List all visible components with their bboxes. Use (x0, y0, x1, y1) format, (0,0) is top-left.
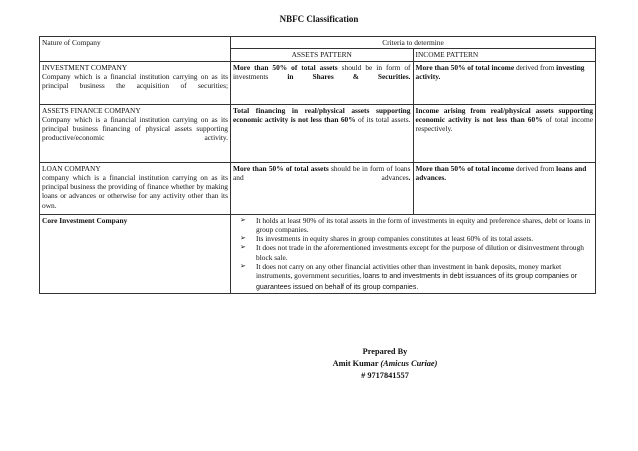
company-cell (40, 214, 231, 293)
assets-criterion: Total financing in real/physical assets supporting economic activity is not less than 60% (233, 105, 411, 124)
assets-criterion-detail: should be in form of investments (233, 62, 411, 81)
income-criterion-detail: of total income respectively. (415, 114, 593, 134)
arrow-bullet-icon: ➢ (240, 262, 246, 271)
core-criteria-list (233, 216, 593, 292)
income-criterion-detail: derived from (514, 163, 557, 173)
assets-criterion-emphasis: . (408, 172, 411, 182)
author-phone: # 9717841557 (361, 371, 409, 380)
header-assets-pattern: ASSETS PATTERN (231, 49, 414, 61)
assets-criterion-detail: should be in form of loans and advances (233, 163, 411, 182)
assets-criterion: More than 50% of total assets (233, 62, 338, 72)
prepared-by-label: Prepared By (362, 347, 408, 356)
company-name: ASSETS FINANCE COMPANY (42, 105, 141, 115)
assets-pattern-cell (231, 162, 414, 214)
list-item: ➢ It does not carry on any other financial activities other than investment in bank deposits, money market instruments, government securities, loans to and investments in debt issuances of its group companies or guarantees issued on behalf of its group companies. (240, 262, 577, 291)
assets-criterion: More than 50% of total assets (233, 163, 329, 173)
header-income-pattern: INCOME PATTERN (413, 49, 596, 61)
author-role: (Amicus Curiae) (380, 359, 438, 368)
list-item: ➢ Its investments in equity shares in group companies constitutes at least 60% of its total assets. (240, 234, 534, 244)
table-row (40, 61, 596, 104)
company-description: company which is a financial institution carrying on as its principal business the providing of finance whether by making loans or advances or otherwise for any activity other than its own. (42, 172, 228, 210)
table-row (40, 104, 596, 162)
assets-pattern-cell (231, 61, 414, 104)
author-line (290, 358, 480, 370)
company-description: Company which is a financial institution carrying on as its principal business financing of physical assets supporting productive/economic activity. (42, 114, 228, 143)
company-name: INVESTMENT COMPANY (42, 62, 128, 72)
assets-pattern-cell (231, 104, 414, 162)
income-pattern-cell (413, 104, 596, 162)
table-row (40, 214, 596, 293)
income-criterion: More than 50% of total income (415, 62, 515, 72)
table-row (40, 162, 596, 214)
income-criterion-emphasis: loans and advances. (415, 163, 587, 182)
nbfc-classification-table (39, 36, 596, 294)
company-cell (40, 104, 231, 162)
list-item: ➢ It does not trade in the aforementioned investments except for the purpose of dilution or disinvestment through block sale. (240, 243, 584, 262)
prepared-by-block (290, 346, 480, 382)
company-cell (40, 162, 231, 214)
income-criterion-emphasis: investing activity. (415, 62, 585, 81)
income-pattern-cell (413, 61, 596, 104)
income-pattern-cell (413, 162, 596, 214)
income-criterion-detail: derived from (514, 62, 557, 72)
company-name: LOAN COMPANY (42, 163, 101, 173)
company-name: Core Investment Company (42, 215, 128, 225)
income-criterion: Income arising from real/physical assets supporting economic activity is not less than 60% (415, 105, 593, 124)
arrow-bullet-icon: ➢ (240, 234, 246, 243)
company-cell (40, 61, 231, 104)
author-name: Amit Kumar (332, 359, 381, 368)
arrow-bullet-icon: ➢ (240, 243, 246, 252)
list-item: ➢ It holds at least 90% of its total assets in the form of investments in equity and preference shares, debt or loans in group companies. (240, 215, 591, 234)
income-criterion: More than 50% of total income (415, 163, 515, 173)
core-criteria-cell (231, 214, 596, 293)
header-row-top (40, 37, 596, 49)
company-description: Company which is a financial institution carrying on as its principal business the acquisition of securities; (42, 71, 228, 91)
header-nature-of-company: Nature of Company (40, 37, 231, 62)
arrow-bullet-icon: ➢ (240, 215, 246, 224)
page-title: NBFC Classification (279, 14, 359, 24)
header-criteria: Criteria to determine (231, 37, 596, 49)
assets-criterion-emphasis: in Shares & Securities. (287, 71, 411, 81)
assets-criterion-detail: of its total assets. (355, 114, 411, 124)
